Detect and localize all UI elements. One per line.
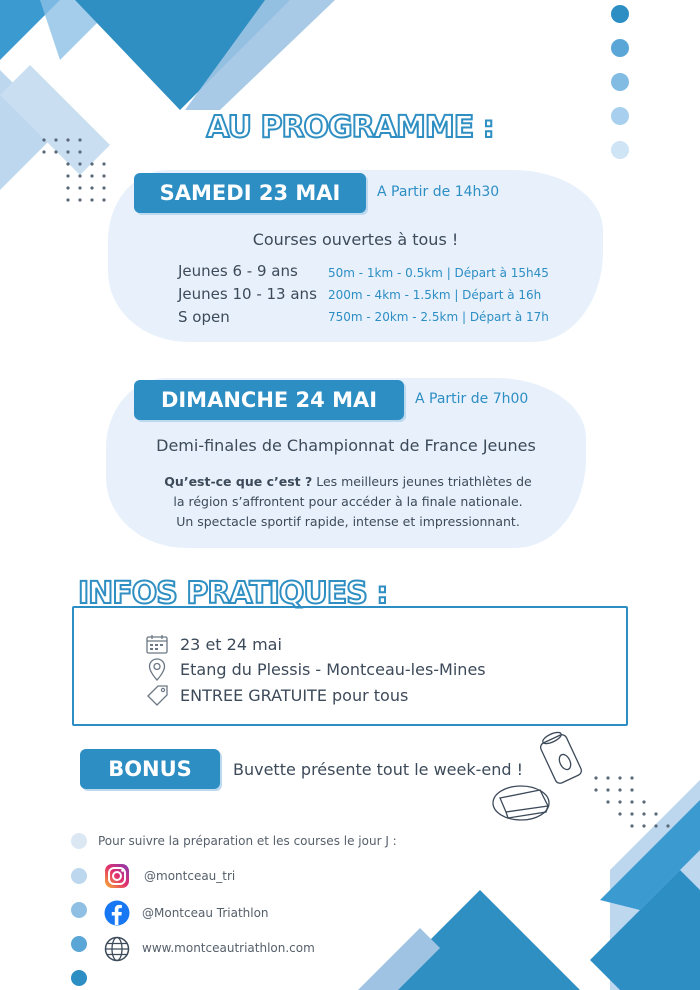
- description-question: Qu’est-ce que c’est ?: [164, 474, 313, 489]
- race-age: S open: [178, 308, 230, 326]
- saturday-subtitle: Courses ouvertes à tous !: [252, 230, 459, 249]
- instagram-icon[interactable]: [104, 863, 130, 889]
- description-line-2: la région s’affrontent pour accéder à la finale nationale.: [173, 494, 523, 509]
- sunday-subtitle: Demi-finales de Championnat de France Jeunes: [156, 436, 536, 455]
- website-link[interactable]: www.montceautriathlon.com: [142, 941, 315, 955]
- race-age: Jeunes 10 - 13 ans: [178, 285, 317, 303]
- race-detail: 200m - 4km - 1.5km | Départ à 16h: [328, 288, 542, 302]
- infos-title: INFOS PRATIQUES :: [78, 576, 388, 611]
- sunday-start-time: A Partir de 7h00: [415, 391, 529, 407]
- race-detail: 50m - 1km - 0.5km | Départ à 15h45: [328, 266, 549, 280]
- bonus-badge: BONUS: [80, 749, 220, 789]
- sunday-description: [108, 472, 588, 532]
- facebook-icon[interactable]: [104, 900, 130, 926]
- saturday-day-badge: SAMEDI 23 MAI: [134, 173, 366, 213]
- location-pin-icon: [148, 658, 166, 682]
- program-title: AU PROGRAMME :: [206, 110, 494, 145]
- facebook-handle[interactable]: @Montceau Triathlon: [142, 906, 269, 920]
- info-date: 23 et 24 mai: [180, 635, 282, 654]
- sunday-day-badge: DIMANCHE 24 MAI: [134, 380, 404, 420]
- globe-icon[interactable]: [104, 936, 130, 962]
- saturday-start-time: A Partir de 14h30: [377, 184, 500, 200]
- instagram-handle[interactable]: @montceau_tri: [144, 869, 236, 883]
- price-tag-icon: [146, 684, 170, 706]
- description-line-1: Les meilleurs jeunes triathlètes de: [312, 474, 532, 489]
- calendar-icon: [146, 634, 168, 654]
- race-detail: 750m - 20km - 2.5km | Départ à 17h: [328, 310, 549, 324]
- description-line-3: Un spectacle sportif rapide, intense et impressionnant.: [176, 514, 520, 529]
- info-price: ENTREE GRATUITE pour tous: [180, 686, 409, 705]
- bonus-text: Buvette présente tout le week-end !: [233, 760, 524, 779]
- follow-intro: Pour suivre la préparation et les courses le jour J :: [98, 834, 397, 848]
- race-age: Jeunes 6 - 9 ans: [178, 262, 298, 280]
- info-place: Etang du Plessis - Montceau-les-Mines: [180, 660, 486, 679]
